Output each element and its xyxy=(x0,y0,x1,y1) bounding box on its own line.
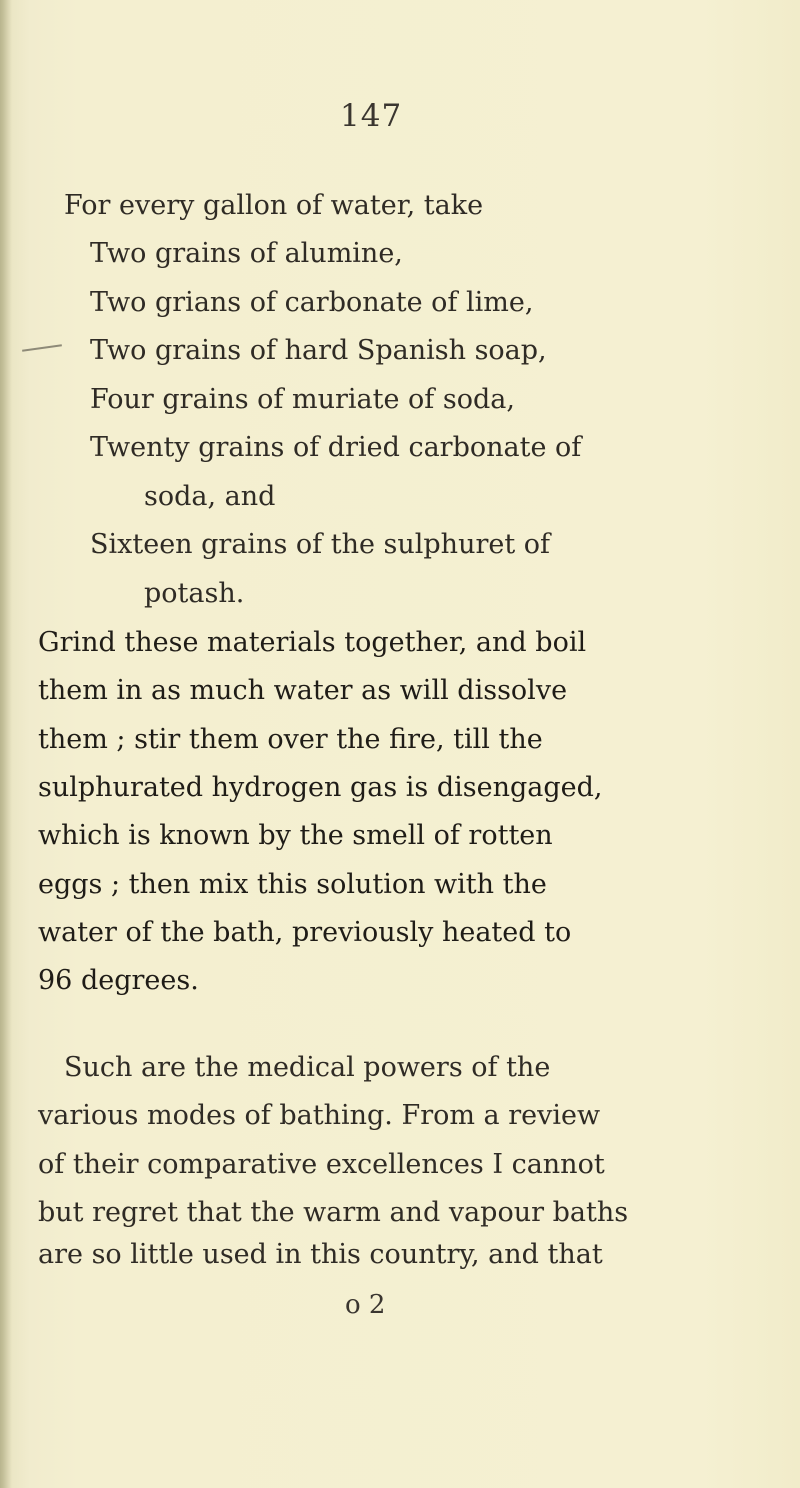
recipe-line: Sixteen grains of the sulphuret of xyxy=(90,529,551,560)
recipe-line: potash. xyxy=(144,578,245,609)
ink-mark xyxy=(22,344,62,352)
paragraph-line: are so little used in this country, and that xyxy=(38,1239,603,1270)
paragraph-line: but regret that the warm and vapour baths xyxy=(38,1197,629,1228)
instruction-line: 96 degrees. xyxy=(38,965,199,996)
instruction-line: them ; stir them over the fire, till the xyxy=(38,724,543,755)
signature-mark: o 2 xyxy=(345,1290,386,1320)
paragraph-line: of their comparative excellences I cannot xyxy=(38,1149,605,1180)
recipe-line: For every gallon of water, take xyxy=(64,190,484,221)
instruction-line: water of the bath, previously heated to xyxy=(38,917,572,948)
instruction-line: sulphurated hydrogen gas is disengaged, xyxy=(38,772,603,803)
instruction-line: eggs ; then mix this solution with the xyxy=(38,869,547,900)
recipe-line: soda, and xyxy=(144,481,276,512)
paragraph-line: various modes of bathing. From a review xyxy=(38,1100,601,1131)
recipe-line: Four grains of muriate of soda, xyxy=(90,384,515,415)
paragraph-line: Such are the medical powers of the xyxy=(64,1052,551,1083)
instruction-line: Grind these materials together, and boil xyxy=(38,627,587,658)
recipe-line: Two grians of carbonate of lime, xyxy=(90,287,534,318)
recipe-line: Two grains of hard Spanish soap, xyxy=(90,335,547,366)
instruction-line: them in as much water as will dissolve xyxy=(38,675,568,706)
instruction-line: which is known by the smell of rotten xyxy=(38,820,553,851)
page-number: 147 xyxy=(340,98,403,134)
recipe-line: Two grains of alumine, xyxy=(90,238,403,269)
recipe-line: Twenty grains of dried carbonate of xyxy=(90,432,582,463)
page-edge-shadow xyxy=(0,0,12,1488)
